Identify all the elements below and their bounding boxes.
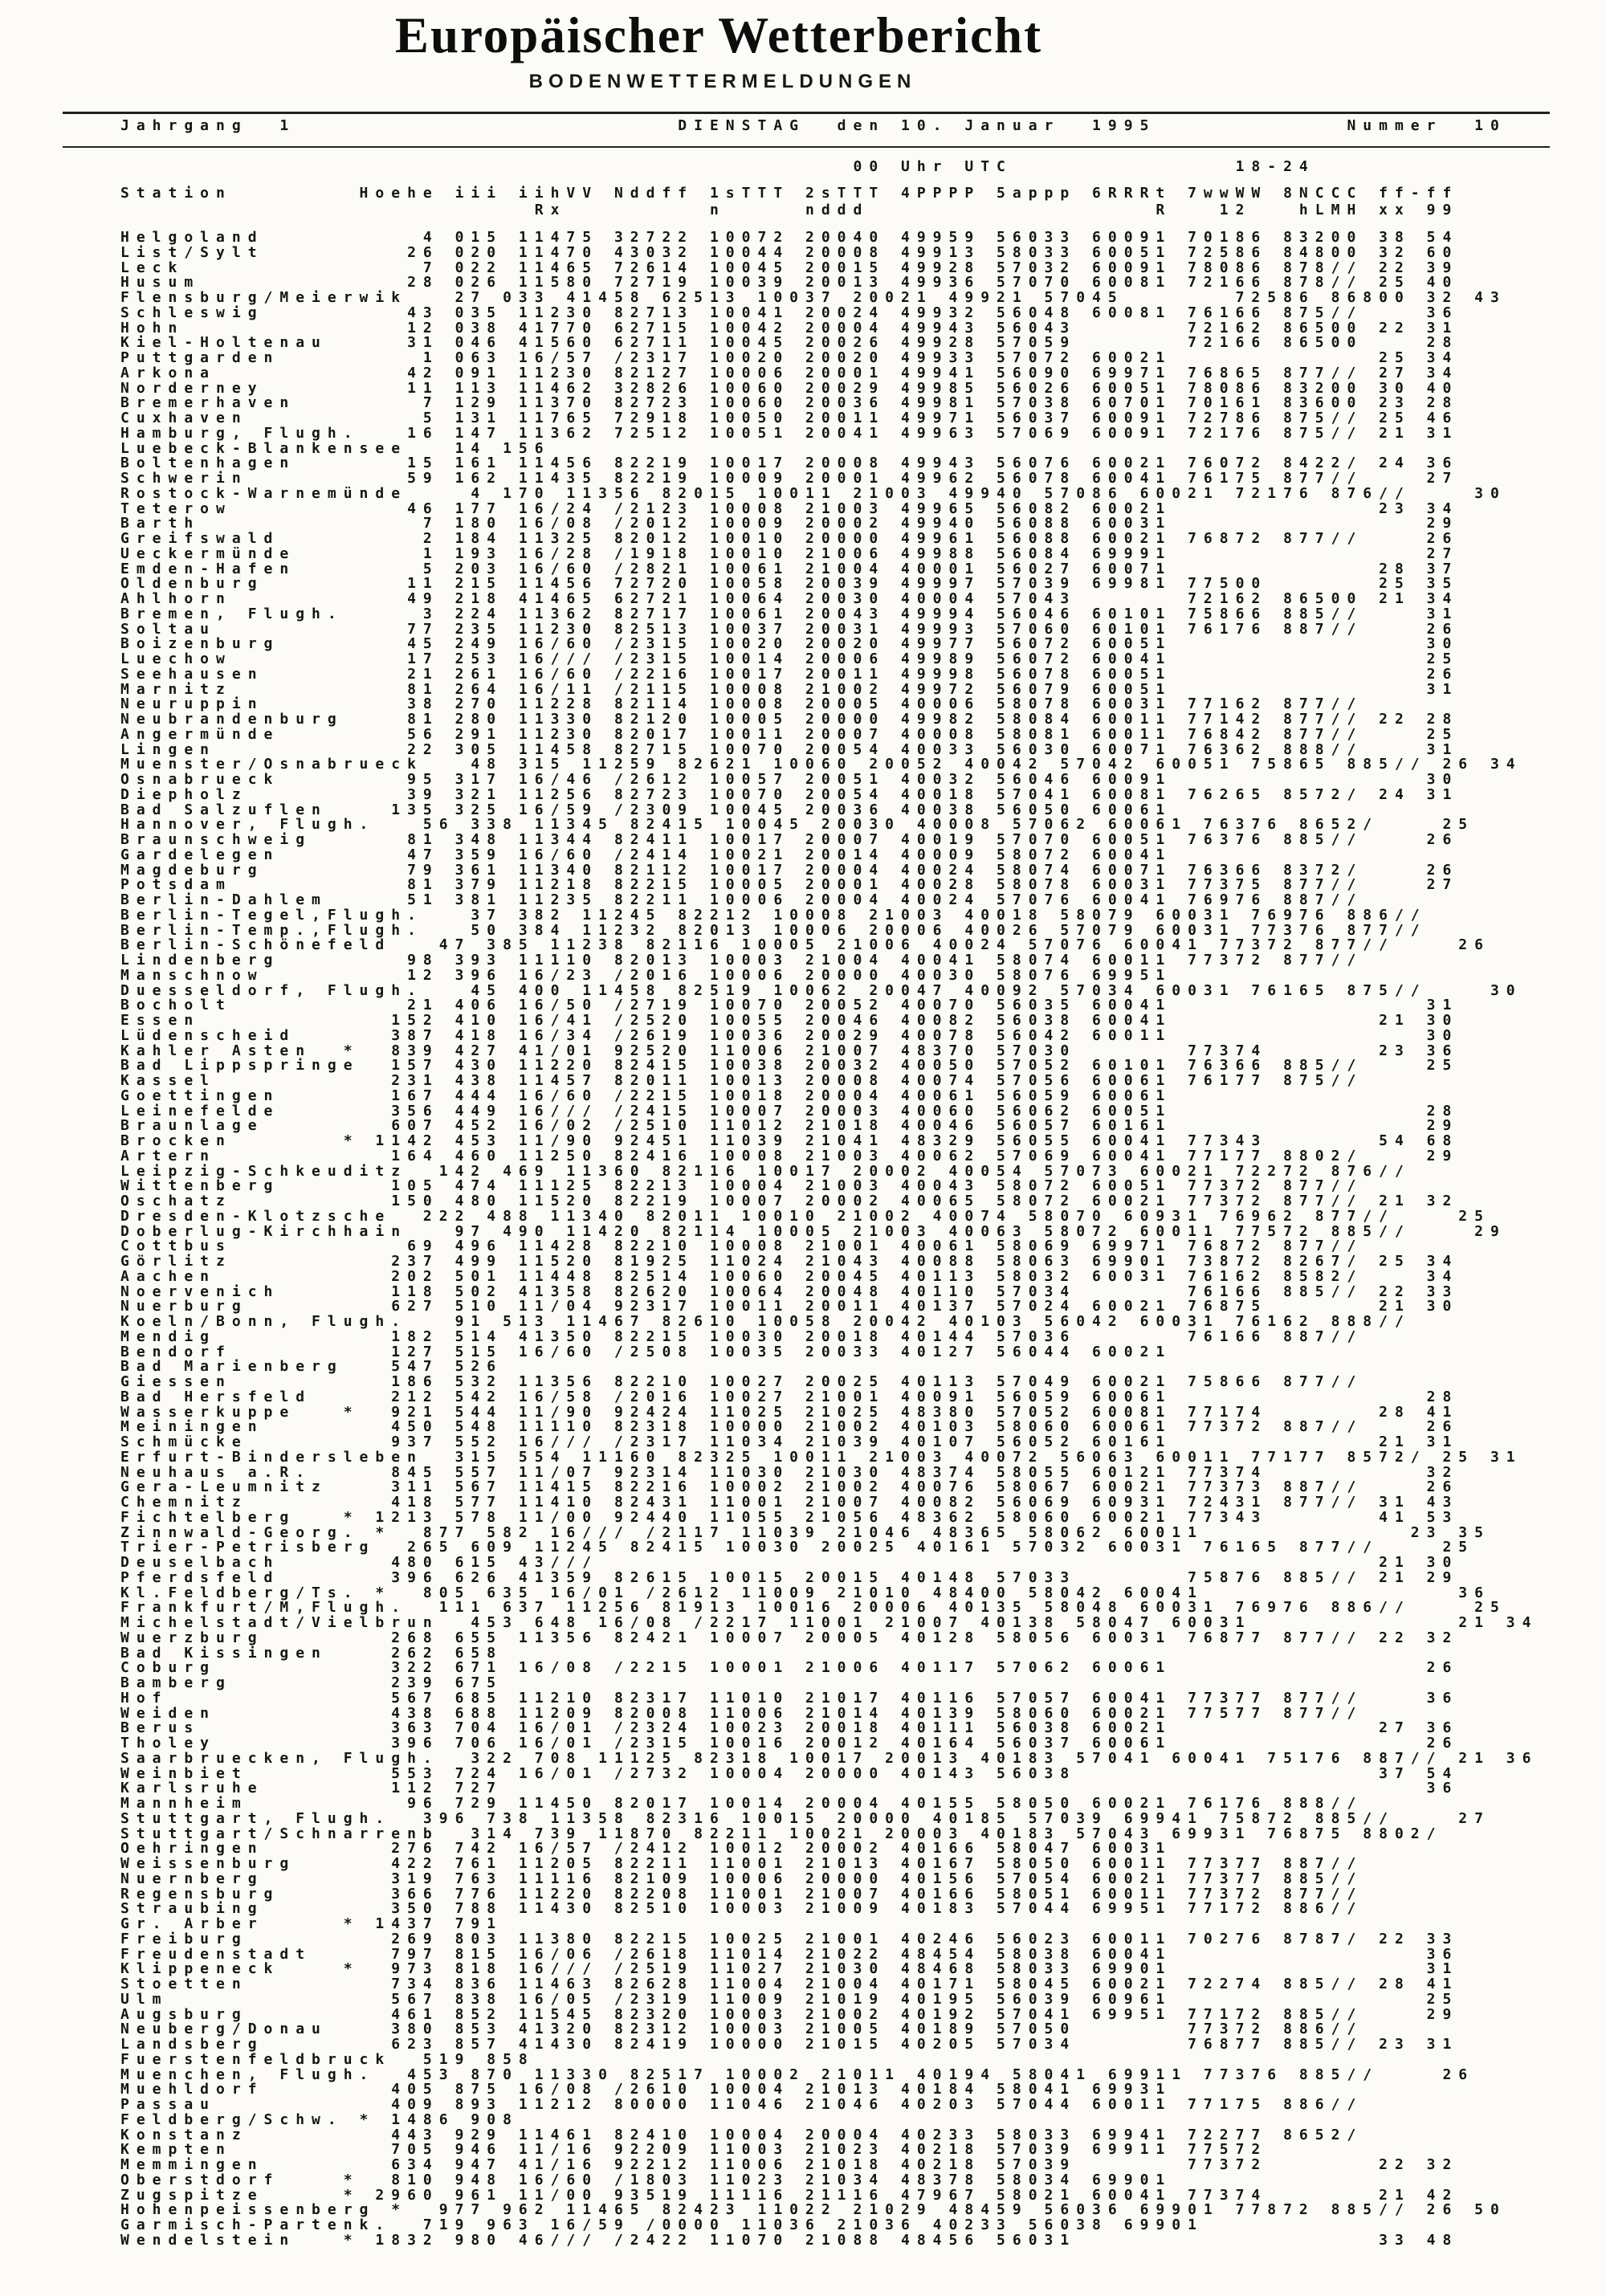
table-row: Hohn 12 038 41770 62715 10042 20004 49943 56043 72162 86500 22 31 [120, 319, 1459, 336]
table-row: Gardelegen 47 359 16/60 /2414 10021 20014 40009 58072 60041 [120, 846, 1459, 863]
table-row: Boltenhagen 15 161 11456 82219 10017 20008 49943 56076 60021 76072 8422/ 24 36 [120, 455, 1459, 472]
table-row: Görlitz 237 499 11520 81925 11024 21043 40088 58063 69901 73872 8267/ 25 34 [120, 1253, 1459, 1270]
table-row: Ueckermünde 1 193 16/28 /1918 10010 21006 49988 56084 69991 27 [120, 544, 1459, 562]
edition-meta-line: Jahrgang 1 DIENSTAG den 10. Januar 1995 Nummer 10 [120, 117, 1506, 134]
table-row: Landsberg 623 857 41430 82419 10000 21015 40205 57034 76877 885// 23 31 [120, 2036, 1459, 2053]
table-row: Hohenpeissenberg * 977 962 11465 82423 11022 21029 48459 56036 69901 77872 885// 26 50 [120, 2201, 1506, 2219]
table-row: Pferdsfeld 396 626 41359 82615 10015 20015 40148 57033 75876 885// 21 29 [120, 1568, 1459, 1586]
table-row: Teterow 46 177 16/24 /2123 10008 21003 49965 56082 60021 23 34 [120, 500, 1459, 517]
table-row: Berlin-Dahlem 51 381 11235 82211 10006 20004 40024 57076 60041 76976 887// [120, 891, 1459, 908]
table-row: Muenchen, Flugh. 453 870 11330 82517 10002 21011 40194 58041 69911 77376 885// 26 [120, 2066, 1475, 2083]
table-row: Neuhaus a.R. 845 557 11/07 92314 11030 21030 48374 58055 60121 77374 32 [120, 1463, 1459, 1481]
table-row: Aachen 202 501 11448 82514 10060 20045 40113 58032 60031 76162 8582/ 34 [120, 1267, 1459, 1285]
table-row: Essen 152 410 16/41 /2520 10055 20046 40082 56038 60041 21 30 [120, 1012, 1459, 1029]
table-row: Helgoland 4 015 11475 32722 10072 20040 49959 56033 60091 70186 83200 38 54 [120, 229, 1459, 246]
table-row: Artern 164 460 11250 82416 10008 21003 40062 57069 60041 77177 8802/ 29 [120, 1147, 1459, 1164]
station-table [120, 230, 1539, 2249]
table-row: Braunlage 607 452 16/02 /2510 11012 21018 40046 56057 60161 29 [120, 1117, 1459, 1135]
table-row: Bad Salzuflen 135 325 16/59 /2309 10045 20036 40038 56050 60061 [120, 801, 1459, 818]
table-row: Berlin-Schönefeld 47 385 11238 82116 10005 21006 40024 57076 60041 77372 877// 26 [120, 936, 1490, 954]
table-row: Brocken * 1142 453 11/90 92451 11039 21041 48329 56055 60041 77343 54 68 [120, 1132, 1459, 1149]
table-row: Stuttgart, Flugh. 396 738 11358 82316 10015 20000 40185 57039 69941 75872 885// 27 [120, 1809, 1490, 1827]
table-row: Leipzig-Schkeuditz 142 469 11360 82116 10017 20002 40054 57073 60021 72272 876// [120, 1162, 1506, 1180]
table-row: Goettingen 167 444 16/60 /2215 10018 20004 40061 56059 60061 [120, 1087, 1459, 1104]
horizontal-rule-top [63, 112, 1550, 114]
table-row: Kassel 231 438 11457 82011 10013 20008 40074 57056 60061 76177 875// [120, 1072, 1459, 1089]
table-row: Husum 28 026 11580 72719 10039 20013 49936 57070 60081 72166 878// 25 40 [120, 274, 1459, 292]
table-row: Chemnitz 418 577 11410 82431 11001 21007 40082 56069 60931 72431 877// 31 43 [120, 1494, 1459, 1511]
table-row: Lindenberg 98 393 11110 82013 10003 21004 40041 58074 60011 77372 877// [120, 952, 1459, 969]
table-row: Potsdam 81 379 11218 82215 10005 20001 40028 58078 60031 77375 877// 27 [120, 876, 1459, 894]
table-row: Ulm 567 838 16/05 /2319 11009 21019 40195 56039 60961 25 [120, 1990, 1459, 2008]
table-row: Nuernberg 319 763 11116 82109 10006 20000 40156 57054 60021 77377 885// [120, 1870, 1459, 1887]
table-row: Bremen, Flugh. 3 224 11362 82717 10061 20043 49994 56046 60101 75866 885// 31 [120, 605, 1459, 622]
table-row: Cuxhaven 5 131 11765 72918 10050 20011 49971 56037 60091 72786 875// 25 46 [120, 410, 1459, 426]
table-row: Deuselbach 480 615 43/// 21 30 [120, 1554, 1459, 1571]
table-row: Diepholz 39 321 11256 82723 10070 20054 40018 57041 60081 76265 8572/ 24 31 [120, 785, 1459, 803]
table-row: Bad Hersfeld 212 542 16/58 /2016 10027 21001 40091 56059 60061 28 [120, 1388, 1459, 1405]
table-row: Mendig 182 514 41350 82215 10030 20018 40144 57036 76166 887// [120, 1327, 1459, 1345]
table-row: Bocholt 21 406 16/50 /2719 10070 20052 40070 56035 60041 31 [120, 997, 1459, 1014]
table-row: Duesseldorf, Flugh. 45 400 11458 82519 10062 20047 40092 57034 60031 76165 875// 30 [120, 981, 1522, 999]
table-row: Zugspitze * 2960 961 11/00 93519 11116 21116 47967 58021 60041 77374 21 42 [120, 2186, 1459, 2204]
table-row: Muehldorf 405 875 16/08 /2610 10004 21013 40184 58041 69931 [120, 2081, 1459, 2098]
table-row: List/Sylt 26 020 11470 43032 10044 20008 49913 58033 60051 72586 84800 32 60 [120, 243, 1459, 261]
table-row: Luebeck-Blankensee 14 156 [120, 439, 1506, 457]
table-row: Oschatz 150 480 11520 82219 10007 20002 40065 58072 60021 77372 877// 21 32 [120, 1193, 1459, 1209]
table-row: Gr. Arber * 1437 791 [120, 1915, 1459, 1932]
column-header-row-2: Rx n nddd R 12 hLMH xx 99 [120, 202, 1459, 218]
table-row: Fichtelberg * 1213 578 11/00 92440 11055 21056 48362 58060 60021 77343 41 53 [120, 1508, 1459, 1526]
table-row: Kiel-Holtenau 31 046 41560 62711 10045 20026 49928 57059 72166 86500 28 [120, 334, 1459, 352]
observation-time-line: 00 Uhr UTC 18-24 [120, 158, 1315, 175]
table-row: Schleswig 43 035 11230 82713 10041 20024 49932 56048 60081 76166 875// 36 [120, 304, 1459, 321]
table-row: Erfurt-Bindersleben 315 554 11160 82325 10011 21003 40072 56063 60011 77177 8572/ 25 31 [120, 1448, 1522, 1466]
table-row: Coburg 322 671 16/08 /2215 10001 21006 40117 57062 60061 26 [120, 1659, 1459, 1677]
table-row: Osnabrueck 95 317 16/46 /2612 10057 20051 40032 56046 60091 30 [120, 771, 1459, 788]
table-row: Straubing 350 788 11430 82510 10003 21009 40183 57044 69951 77172 886// [120, 1900, 1459, 1918]
table-row: Oberstdorf * 810 948 16/60 /1803 11023 21034 48378 58034 69901 [120, 2171, 1459, 2188]
table-row: Hof 567 685 11210 82317 11010 21017 40116 57057 60041 77377 877// 36 [120, 1689, 1459, 1707]
table-row: Hannover, Flugh. 56 338 11345 82415 10045 20030 40008 57062 60061 76376 8652/ 25 [120, 816, 1475, 834]
table-row: Emden-Hafen 5 203 16/60 /2821 10061 21004 40001 56027 60071 28 37 [120, 560, 1459, 577]
table-row: Ahlhorn 49 218 41465 62721 10064 20030 40004 57043 72162 86500 21 34 [120, 590, 1459, 607]
table-row: Augsburg 461 852 11545 82320 10003 21002 40192 57041 69951 77172 885// 29 [120, 2005, 1459, 2023]
table-row: Puttgarden 1 063 16/57 /2317 10020 20020 49933 57072 60021 25 34 [120, 349, 1459, 366]
table-row: Saarbruecken, Flugh. 322 708 11125 82318 10017 20013 40183 57041 60041 75176 887// 21 36 [120, 1749, 1539, 1767]
table-row: Feldberg/Schw. * 1486 908 [120, 2110, 1475, 2128]
table-row: Magdeburg 79 361 11340 82112 10017 20004 40024 58074 60071 76366 8372/ 26 [120, 861, 1459, 879]
table-row: Trier-Petrisberg 265 609 11245 82415 10030 20025 40161 57032 60031 76165 877// 25 [120, 1539, 1475, 1556]
table-row: Bamberg 239 675 [120, 1674, 1459, 1691]
table-row: Manschnow 12 396 16/23 /2016 10006 20000 40030 58076 69951 [120, 966, 1459, 984]
table-row: Flensburg/Meierwik 27 033 41458 62513 10037 20021 49921 57045 72586 86800 32 43 [120, 289, 1506, 306]
table-row: Marnitz 81 264 16/11 /2115 10008 21002 49972 56079 60051 31 [120, 680, 1459, 698]
table-row: Garmisch-Partenk. 719 963 16/59 /0000 11036 21036 40233 56038 69901 [120, 2216, 1490, 2233]
table-row: Bad Marienberg 547 526 [120, 1358, 1459, 1376]
table-row: Arkona 42 091 11230 82127 10006 20001 49941 56090 69971 76865 877// 27 34 [120, 364, 1459, 381]
table-row: Memmingen 634 947 41/16 92212 11006 21018 40218 57039 77372 22 32 [120, 2156, 1459, 2173]
table-row: Mannheim 96 729 11450 82017 10014 20004 40155 58050 60021 76176 888// [120, 1795, 1459, 1812]
table-row: Dresden-Klotzsche 222 488 11340 82011 10010 21002 40074 58070 60931 76962 877// 25 [120, 1207, 1490, 1225]
table-row: Stuttgart/Schnarrenb 314 739 11870 82211 10021 20003 40183 57043 69931 76875 8802/ [120, 1825, 1539, 1842]
table-row: Hamburg, Flugh. 16 147 11362 72512 10051 20041 49963 57069 60091 72176 875// 21 31 [120, 424, 1459, 442]
table-row: Schwerin 59 162 11435 82219 10009 20001 49962 56078 60041 76175 877// 27 [120, 470, 1459, 487]
table-row: Luechow 17 253 16/// /2315 10014 20006 49989 56072 60041 25 [120, 650, 1459, 667]
table-row: Wuerzburg 268 655 11356 82421 10007 20005 40128 58056 60031 76877 877// 22 32 [120, 1629, 1459, 1646]
table-row: Meiningen 450 548 11110 82318 10000 21002 40103 58060 60061 77372 887// 26 [120, 1418, 1459, 1436]
table-row: Frankfurt/M,Flugh. 111 637 11256 81913 10016 20006 40135 58048 60031 76976 886// 25 [120, 1599, 1506, 1617]
table-row: Leinefelde 356 449 16/// /2415 10007 20003 40060 56062 60051 28 [120, 1102, 1459, 1119]
table-row: Fuerstenfeldbruck 519 858 [120, 2050, 1490, 2068]
table-row: Weiden 438 688 11209 82008 11006 21014 40139 58060 60021 77577 877// [120, 1704, 1459, 1722]
table-row: Bad Lippspringe 157 430 11220 82415 10038 20032 40050 57052 60101 76366 885// 25 [120, 1057, 1459, 1075]
table-row: Wasserkuppe * 921 544 11/90 92424 11025 21025 48380 57052 60081 77174 28 41 [120, 1403, 1459, 1421]
table-row: Kahler Asten * 839 427 41/01 92520 11006 21007 48370 57030 77374 23 36 [120, 1042, 1459, 1059]
table-row: Karlsruhe 112 727 36 [120, 1780, 1459, 1797]
table-row: Rostock-Warnemünde 4 170 11356 82015 10011 21003 49940 57086 60021 72176 876// 30 [120, 484, 1506, 502]
table-row: Bendorf 127 515 16/60 /2508 10035 20033 40127 56044 60021 [120, 1343, 1459, 1360]
table-row: Oehringen 276 742 16/57 /2412 10012 20002 40166 58047 60031 [120, 1840, 1459, 1858]
table-row: Berlin-Temp.,Flugh. 50 384 11232 82013 10006 20006 40026 57079 60031 77376 877// [120, 921, 1522, 939]
table-row: Weinbiet 553 724 16/01 /2732 10004 20000 40143 56038 37 54 [120, 1764, 1459, 1782]
table-row: Soltau 77 235 11230 82513 10037 20031 49993 57060 60101 76176 887// 26 [120, 620, 1459, 638]
table-row: Angermünde 56 291 11230 82017 10011 20007 40008 58081 60011 76842 877// 25 [120, 725, 1459, 743]
table-row: Neubrandenburg 81 280 11330 82120 10005 20000 49982 58084 60011 77142 877// 22 28 [120, 711, 1459, 728]
table-row: Doberlug-Kirchhain 97 490 11420 82114 10005 21003 40063 58072 60011 77572 885// 29 [120, 1222, 1506, 1240]
report-subtitle: BODENWETTERMELDUNGEN [528, 71, 917, 92]
table-row: Neuruppin 38 270 11228 82114 10008 20005 40006 58078 60031 77162 877// [120, 695, 1459, 713]
table-row: Lüdenscheid 387 418 16/34 /2619 10036 20029 40078 56042 60011 30 [120, 1026, 1459, 1044]
table-row: Gera-Leumnitz 311 567 11415 82216 10002 21002 40076 58067 60021 77373 887// 26 [120, 1478, 1459, 1496]
table-row: Barth 7 180 16/08 /2012 10009 20002 49940 56088 60031 29 [120, 515, 1459, 532]
table-row: Berlin-Tegel,Flugh. 37 382 11245 82212 10008 21003 40018 58079 60031 76976 886// [120, 906, 1522, 924]
table-row: Leck 7 022 11465 72614 10045 20015 49928 57032 60091 78086 878// 22 39 [120, 259, 1459, 276]
table-row: Bremerhaven 7 129 11370 82723 10060 20036 49981 57038 60701 70161 83600 23 28 [120, 394, 1459, 412]
table-row: Berus 363 704 16/01 /2324 10023 20018 40111 56038 60021 27 36 [120, 1719, 1459, 1737]
table-row: Neuberg/Donau 380 853 41320 82312 10003 21005 40189 57050 77372 886// [120, 2021, 1459, 2038]
table-row: Braunschweig 81 348 11344 82411 10017 20007 40019 57070 60051 76376 885// 26 [120, 831, 1459, 848]
column-header-row-1: Station Hoehe iii iihVV Nddff 1sTTT 2sTTT 4PPPP 5appp 6RRRt 7wwWW 8NCCC ff-ff [120, 185, 1459, 202]
table-row: Kempten 705 946 11/16 92209 11003 21023 40218 57039 69911 77572 [120, 2141, 1459, 2159]
table-row: Tholey 396 706 16/01 /2315 10016 20012 40164 56037 60061 26 [120, 1735, 1459, 1752]
table-row: Koeln/Bonn, Flugh. 91 513 11467 82610 10058 20042 40103 56042 60031 76162 888// [120, 1313, 1506, 1330]
horizontal-rule-bottom [63, 146, 1550, 148]
table-row: Lingen 22 305 11458 82715 10070 20054 40033 56030 60071 76362 888// 31 [120, 740, 1459, 758]
table-row: Zinnwald-Georg. * 877 582 16/// /2117 11039 21046 48365 58062 60011 23 35 [120, 1523, 1490, 1541]
table-row: Noervenich 118 502 41358 82620 10064 20048 40110 57034 76166 885// 22 33 [120, 1283, 1459, 1300]
table-row: Stoetten 734 836 11463 82628 11004 21004 40171 58045 60021 72274 885// 28 41 [120, 1976, 1459, 1992]
table-row: Boizenburg 45 249 16/60 /2315 10020 20020 49977 56072 60051 30 [120, 635, 1459, 653]
table-row: Greifswald 2 184 11325 82012 10010 20000 49961 56088 60021 76872 877// 26 [120, 530, 1459, 547]
table-row: Michelstadt/Vielbrun 453 648 16/08 /2217 11001 21007 40138 58047 60031 21 34 [120, 1614, 1539, 1631]
table-row: Norderney 11 113 11462 32826 10060 20029 49985 56026 60051 78086 83200 30 40 [120, 379, 1459, 397]
table-row: Seehausen 21 261 16/60 /2216 10017 20011 49998 56078 60051 26 [120, 665, 1459, 683]
table-row: Wittenberg 105 474 11125 82213 10004 21003 40043 58072 60051 77372 877// [120, 1177, 1459, 1195]
table-row: Regensburg 366 776 11220 82208 11001 21007 40166 58051 60011 77372 877// [120, 1885, 1459, 1902]
table-row: Weissenburg 422 761 11205 82211 11001 21013 40167 58050 60011 77377 887// [120, 1855, 1459, 1872]
table-row: Wendelstein * 1832 980 46/// /2422 11070 21088 48456 56031 33 48 [120, 2231, 1459, 2249]
table-row: Muenster/Osnabrueck 48 315 11259 82621 10060 20052 40042 57042 60051 75865 885// 26 34 [120, 756, 1522, 773]
table-row: Kl.Feldberg/Ts. * 805 635 16/01 /2612 11009 21010 48400 58042 60041 36 [120, 1584, 1490, 1601]
table-row: Giessen 186 532 11356 82210 10027 20025 40113 57049 60021 75866 877// [120, 1373, 1459, 1390]
table-row: Freiburg 269 803 11380 82215 10025 21001 40246 56023 60011 70276 8787/ 22 33 [120, 1930, 1459, 1947]
table-row: Bad Kissingen 262 658 [120, 1644, 1459, 1662]
table-row: Cottbus 69 496 11428 82210 10008 21001 40061 58069 69971 76872 877// [120, 1238, 1459, 1255]
table-row: Oldenburg 11 215 11456 72720 10058 20039 49997 57039 69981 77500 25 35 [120, 575, 1459, 593]
table-row: Konstanz 443 929 11461 82410 10004 20004 40233 58033 69941 72277 8652/ [120, 2126, 1459, 2143]
table-row: Nuerburg 627 510 11/04 92317 10011 20011 40137 57024 60021 76875 21 30 [120, 1298, 1459, 1315]
report-title: Europäischer Wetterbericht [394, 7, 1043, 63]
table-row: Klippeneck * 973 818 16/// /2519 11027 21030 48468 58033 69901 31 [120, 1960, 1459, 1978]
table-row: Schmücke 937 552 16/// /2317 11034 21039 40107 56052 60161 21 31 [120, 1433, 1459, 1450]
table-row: Freudenstadt 797 815 16/06 /2618 11014 21022 48454 58038 60041 36 [120, 1945, 1459, 1963]
table-row: Passau 409 893 11212 80000 11046 21046 40203 57044 60011 77175 886// [120, 2096, 1459, 2113]
